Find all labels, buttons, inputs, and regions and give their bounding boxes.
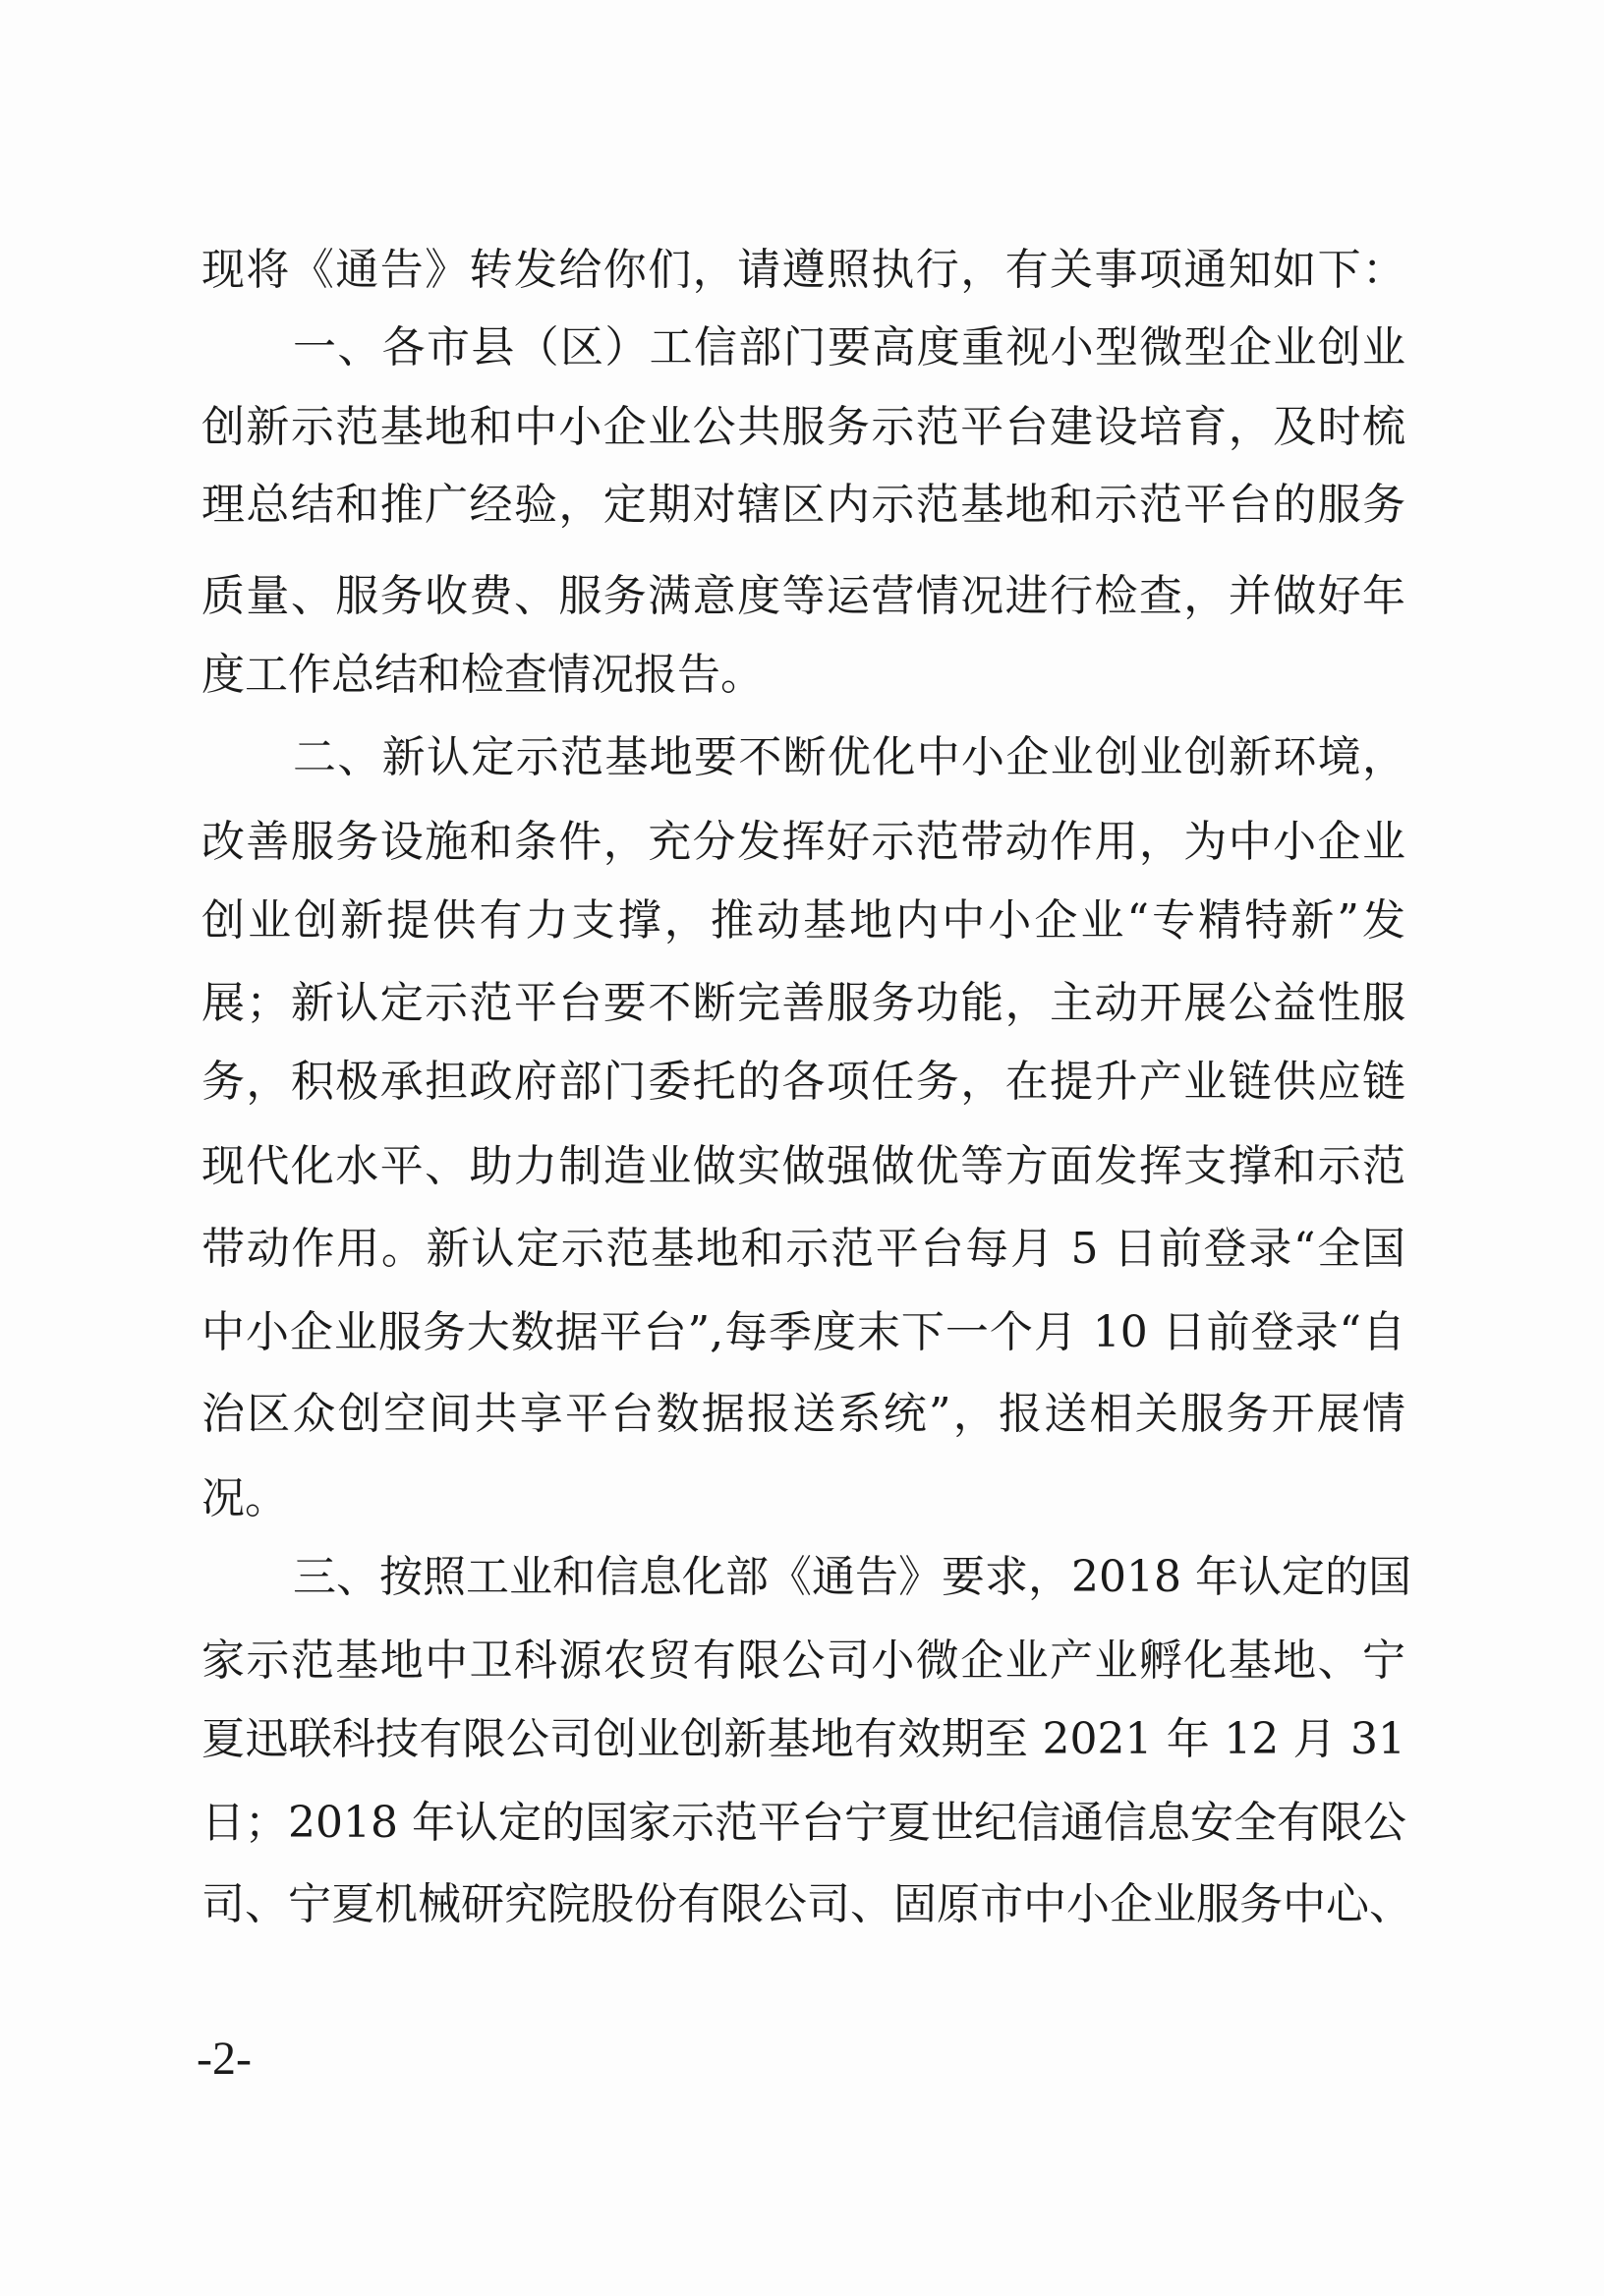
text-line: 质量、服务收费、服务满意度等运营情况进行检查，并做好年	[201, 571, 1405, 621]
text-line: 二、新认定示范基地要不断优化中小企业创业创新环境，	[293, 732, 1405, 782]
text-line: 三、按照工业和信息化部《通告》要求，2018 年认定的国	[293, 1552, 1411, 1602]
text-line: 创业创新提供有力支撑，推动基地内中小企业“专精特新”发	[201, 895, 1405, 946]
text-line: 改善服务设施和条件，充分发挥好示范带动作用，为中小企业	[201, 817, 1405, 867]
text-line: 家示范基地中卫科源农贸有限公司小微企业产业孵化基地、宁	[201, 1636, 1405, 1686]
text-line: 一、各市县（区）工信部门要高度重视小型微型企业创业	[293, 322, 1405, 373]
text-line: 中小企业服务大数据平台”,每季度末下一个月 10 日前登录“自	[201, 1307, 1405, 1357]
text-line: 带动作用。新认定示范基地和示范平台每月 5 日前登录“全国	[201, 1224, 1405, 1274]
text-line: 夏迅联科技有限公司创业创新基地有效期至 2021 年 12 月 31	[201, 1714, 1405, 1764]
text-line: 日；2018 年认定的国家示范平台宁夏世纪信通信息安全有限公	[201, 1798, 1406, 1848]
text-line: 治区众创空间共享平台数据报送系统”，报送相关服务开展情	[201, 1389, 1405, 1439]
text-line: 度工作总结和检查情况报告。	[201, 650, 764, 700]
text-line: 展；新认定示范平台要不断完善服务功能，主动开展公益性服	[201, 978, 1405, 1028]
page-number: -2-	[197, 2033, 252, 2085]
text-line: 理总结和推广经验，定期对辖区内示范基地和示范平台的服务	[201, 480, 1405, 530]
text-line: 创新示范基地和中小企业公共服务示范平台建设培育，及时梳	[201, 402, 1405, 452]
text-line: 司、宁夏机械研究院股份有限公司、固原市中小企业服务中心、	[201, 1879, 1412, 1929]
text-line: 现代化水平、助力制造业做实做强做优等方面发挥支撑和示范	[201, 1141, 1405, 1191]
text-line: 现将《通告》转发给你们，请遵照执行，有关事项通知如下：	[201, 245, 1405, 295]
text-line: 况。	[201, 1473, 288, 1523]
text-line: 务，积极承担政府部门委托的各项任务，在提升产业链供应链	[201, 1057, 1405, 1107]
